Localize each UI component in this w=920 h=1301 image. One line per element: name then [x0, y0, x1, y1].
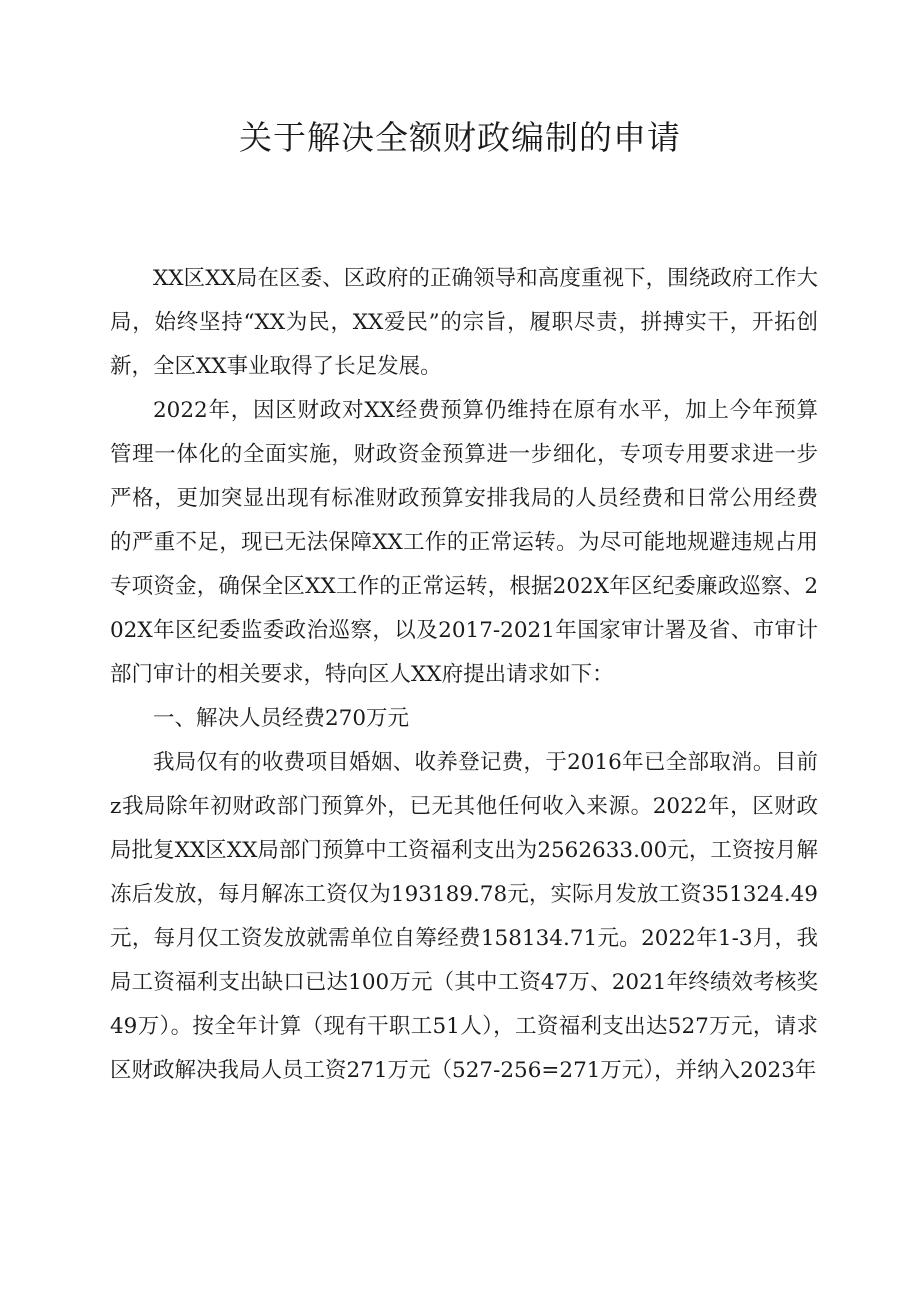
paragraph-intro: XX区XX局在区委、区政府的正确领导和高度重视下，围绕政府工作大局，始终坚持“XX为民，XX爱民”的宗旨，履职尽责，拼搏实干，开拓创新，全区XX事业取得了长足发展。	[110, 266, 818, 379]
document-body	[110, 257, 818, 1093]
section-heading-personnel-funds: 一、解决人员经费270万元	[153, 706, 410, 731]
paragraph-background: 2022年，因区财政对XX经费预算仍维持在原有水平，加上今年预算管理一体化的全面实施，财政资金预算进一步细化，专项专用要求进一步严格，更加突显出现有标准财政预算安排我局的人员经费和日常公用经费的严重不足，现已无法保障XX工作的正常运转。为尽可能地规避违规占用专项资金，确保全区XX工作的正常运转，根据202X年区纪委廉政巡察、202X年区纪委监委政治巡察，以及2017-2021年国家审计署及省、市审计部门审计的相关要求，特向区人XX府提出请求如下：	[110, 398, 818, 687]
document-title: 关于解决全额财政编制的申请	[239, 118, 681, 157]
paragraph-personnel-funds-detail: 我局仅有的收费项目婚姻、收养登记费，于2016年已全部取消。目前z我局除年初财政部门预算外，已无其他任何收入来源。2022年，区财政局批复XX区XX局部门预算中工资福利支出为2562633.00元，工资按月解冻后发放，每月解冻工资仅为193189.78元，实际月发放工资351324.49元，每月仅工资发放就需单位自筹经费158134.71元。2022年1-3月，我局工资福利支出缺口已达100万元（其中工资47万、2021年终绩效考核奖49万）。按全年计算（现有干职工51人），工资福利支出达527万元，请求区财政解决我局人员工资271万元（527-256=271万元），并纳入2023年	[110, 750, 818, 1083]
